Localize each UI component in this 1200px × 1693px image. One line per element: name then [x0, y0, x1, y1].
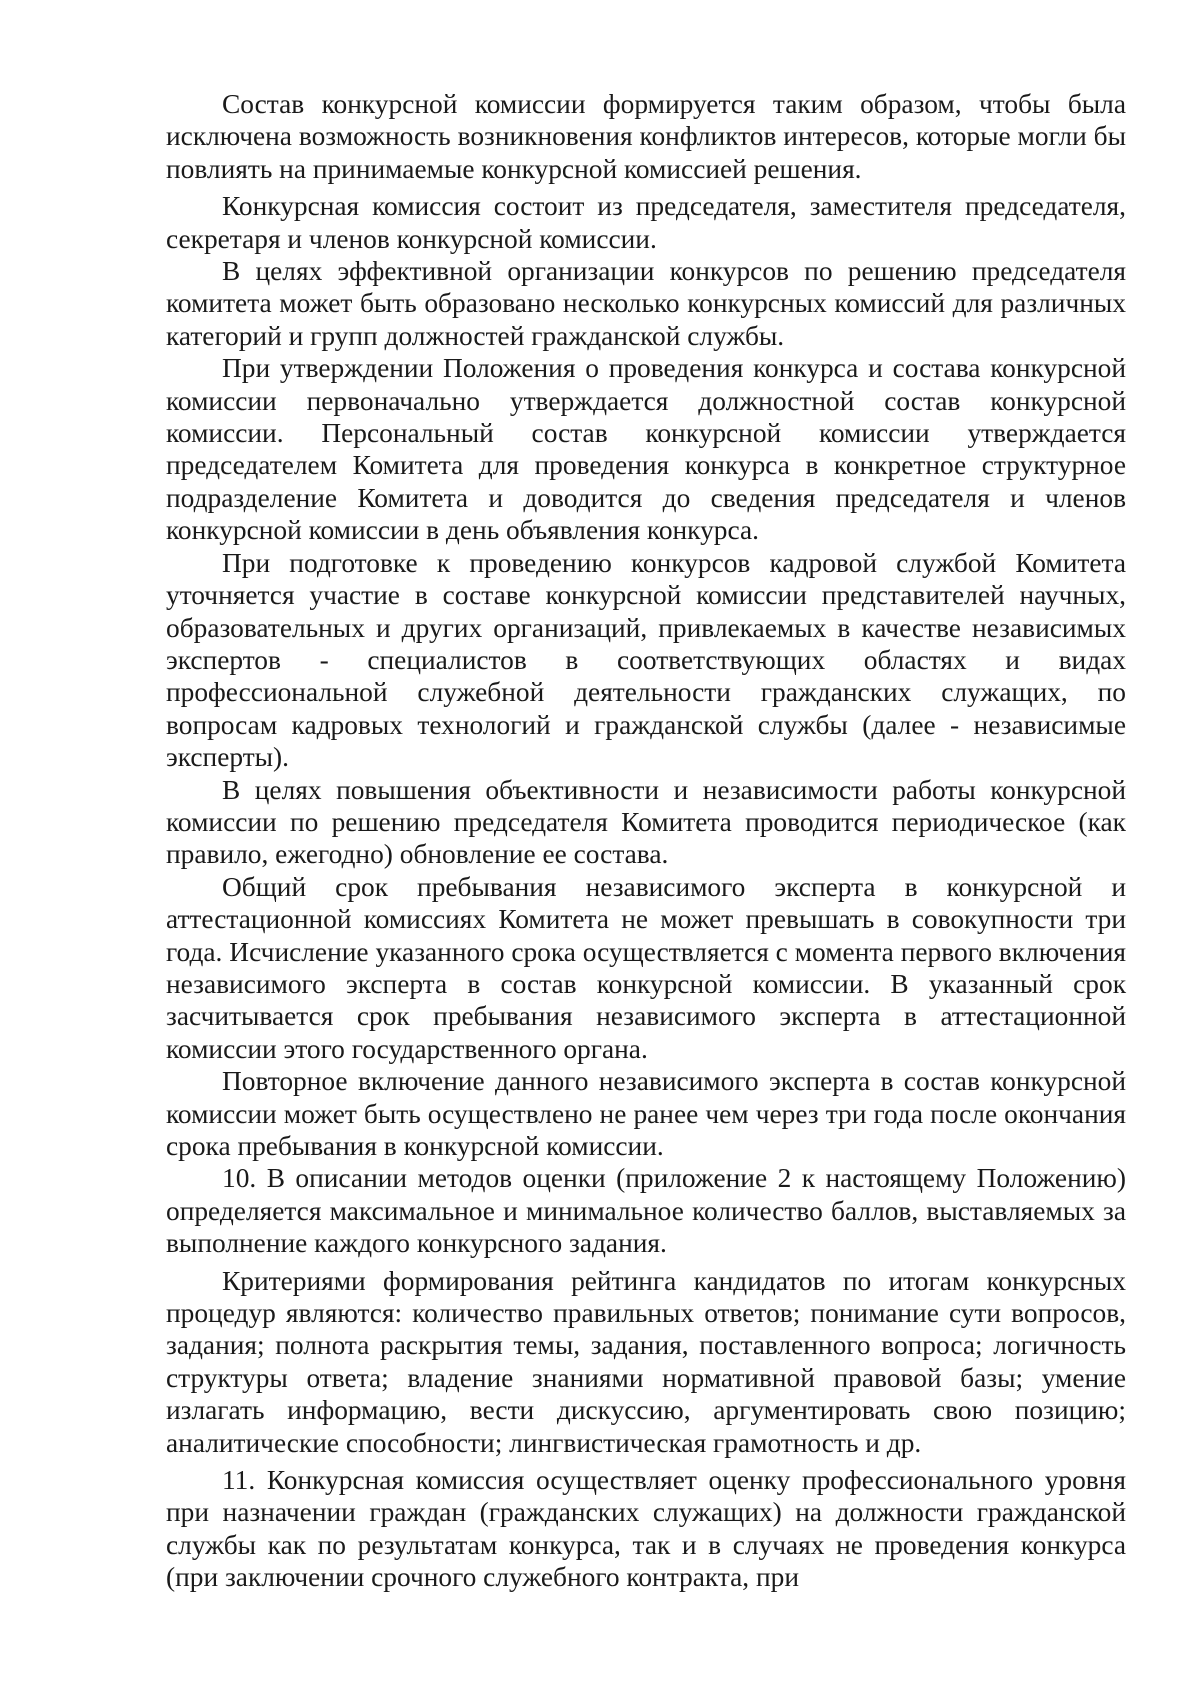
paragraph-3: В целях эффективной организации конкурсов по решению председателя комитета может быть образовано несколько конкурсных комиссий для различных категорий и групп должностей гражданской службы. [166, 256, 1126, 351]
paragraph-7: Общий срок пребывания независимого эксперта в конкурсной и аттестационной комиссиях Комитета не может превышать в совокупности три года. Исчисление указанного срока осуществляется с момента первого включения независимого эксперта в состав конкурсной комиссии. В указанный срок засчитывается срок пребывания независимого эксперта в аттестационной комиссии этого государственного органа. [166, 871, 1126, 1064]
paragraph-11: 11. Конкурсная комиссия осуществляет оценку профессионального уровня при назначении граждан (гражданских служащих) на должности гражданской службы как по результатам конкурса, так и в случаях не проведения конкурса (при заключении срочного служебного контракта, при [166, 1465, 1126, 1593]
document-page [166, 88, 1126, 1594]
paragraph-4: При утверждении Положения о проведения конкурса и состава конкурсной комиссии первоначально утверждается должностной состав конкурсной комиссии. Персональный состав конкурсной комиссии утверждается председателем Комитета для проведения конкурса в конкретное структурное подразделение Комитета и доводится до сведения председателя и членов конкурсной комиссии в день объявления конкурса. [166, 353, 1126, 546]
paragraph-1: Состав конкурсной комиссии формируется таким образом, чтобы была исключена возможность возникновения конфликтов интересов, которые могли бы повлиять на принимаемые конкурсной комиссией решения. [166, 89, 1126, 184]
paragraph-2: Конкурсная комиссия состоит из председателя, заместителя председателя, секретаря и членов конкурсной комиссии. [166, 191, 1126, 254]
paragraph-9: 10. В описании методов оценки (приложение 2 к настоящему Положению) определяется максимальное и минимальное количество баллов, выставляемых за выполнение каждого конкурсного задания. [166, 1163, 1126, 1259]
paragraph-8: Повторное включение данного независимого эксперта в состав конкурсной комиссии может быть осуществлено не ранее чем через три года после окончания срока пребывания в конкурсной комиссии. [166, 1066, 1126, 1161]
paragraph-5: При подготовке к проведению конкурсов кадровой службой Комитета уточняется участие в составе конкурсной комиссии представителей научных, образовательных и других организаций, привлекаемых в качестве независимых экспертов - специалистов в соответствующих областях и видах профессиональной служебной деятельности гражданских служащих, по вопросам кадровых технологий и гражданской службы (далее - независимые эксперты). [166, 547, 1126, 773]
paragraph-10: Критериями формирования рейтинга кандидатов по итогам конкурсных процедур являются: количество правильных ответов; понимание сути вопросов, задания; полнота раскрытия темы, задания, поставленного вопроса; логичность структуры ответа; владение знаниями нормативной правовой базы; умение излагать информацию, вести дискуссию, аргументировать свою позицию; аналитические способности; лингвистическая грамотность и др. [166, 1265, 1126, 1458]
paragraph-6: В целях повышения объективности и независимости работы конкурсной комиссии по решению председателя Комитета проводится периодическое (как правило, ежегодно) обновление ее состава. [166, 774, 1126, 870]
